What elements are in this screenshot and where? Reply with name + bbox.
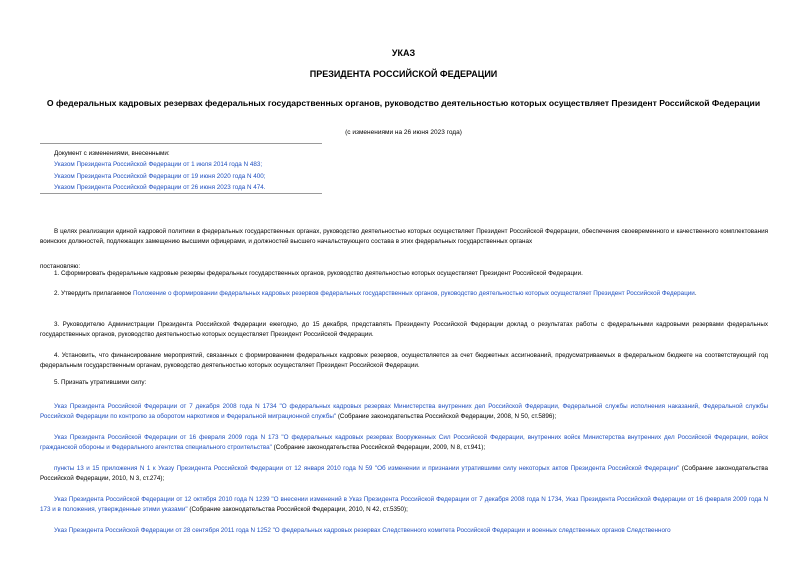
repealed-act-link[interactable]: Указ Президента Российской Федерации от 7 декабря 2008 года N 1734 "О федеральных кадровых резервах Министерства внутренних дел Российской Федерации, Федеральной службы исполнения наказаний, Федеральной службы Российской Федерации по контролю за оборотом наркотиков и Федеральной миграционной службы"	[40, 403, 768, 421]
decree-word: постановляю:	[40, 263, 81, 270]
paragraph-1: 1. Сформировать федеральные кадровые резервы федеральных государственных органов, руководство деятельностью которых осуществляет Президент Российской Федерации.	[54, 270, 583, 277]
repealed-item-source: (Собрание законодательства Российской Федерации, 2010, N 42, ст.5350);	[187, 506, 408, 514]
repealed-item-source: (Собрание законодательства Российской Федерации, 2008, N 50, ст.5896);	[336, 413, 557, 421]
regulation-link[interactable]: Положение о формировании федеральных кадровых резервов федеральных государственных органов, руководство деятельностью которых осуществляет Президент Российской Федерации	[132, 290, 695, 297]
changes-note: (с изменениями на 26 июня 2023 года)	[345, 129, 462, 136]
repealed-item-source: (Собрание законодательства Российской Федерации, 2010, N 3, ст.274);	[40, 465, 768, 483]
amendments-top-rule	[40, 143, 322, 144]
document-issuer: ПРЕЗИДЕНТА РОССИЙСКОЙ ФЕДЕРАЦИИ	[309, 69, 498, 79]
paragraph-2	[40, 289, 768, 299]
document-type: УКАЗ	[391, 48, 416, 58]
amendment-link[interactable]: Указом Президента Российской Федерации от 1 июля 2014 года N 483;	[54, 161, 263, 169]
repealed-item-source: (Собрание законодательства Российской Федерации, 2009, N 8, ст.941);	[271, 444, 486, 452]
paragraph-2-suffix: .	[694, 290, 697, 297]
repealed-act-link[interactable]: пункты 13 и 15 приложения N 1 к Указу Президента Российской Федерации от 12 января 2010 года N 59 "Об изменении и признании утратившими силу некоторых актов Президента Российской Федерации"	[54, 465, 680, 472]
repealed-item-2	[40, 433, 768, 454]
amendments-label: Документ с изменениями, внесенными:	[54, 150, 170, 157]
repealed-act-link[interactable]: Указ Президента Российской Федерации от 16 февраля 2009 года N 173 "О федеральных кадровых резервах Вооруженных Сил Российской Федерации, внутренних войск Министерства внутренних дел Российской Федерации, войск гражданской обороны и Федерального агентства специального строительства"	[40, 434, 768, 452]
repealed-item-5	[40, 526, 768, 536]
repealed-item-4	[40, 495, 768, 516]
repealed-act-link[interactable]: Указ Президента Российской Федерации от 28 сентября 2011 года N 1252 "О федеральных кадровых резервах Следственного комитета Российской Федерации и военных следственных органов Следственного	[54, 527, 671, 534]
amendment-link[interactable]: Указом Президента Российской Федерации от 19 июня 2020 года N 400;	[54, 172, 266, 180]
paragraph-3: 3. Руководителю Администрации Президента Российской Федерации ежегодно, до 15 декабря, представлять Президенту Российской Федерации доклад о результатах работы с федеральными кадровыми резервами федеральных государственных органов, руководство деятельностью которых осуществляет Президент Российской Федерации.	[40, 321, 768, 339]
preamble-paragraph: В целях реализации единой кадровой политики в федеральных государственных органах, руководство деятельностью которых осуществляет Президент Российской Федерации, обеспечения своевременного и качественного комплектования воинских должностей, подлежащих замещению высшими офицерами, и должностей высшего начальствующего состава в этих федеральных государственных органах	[40, 228, 768, 246]
amendment-link[interactable]: Указом Президента Российской Федерации от 26 июня 2023 года N 474.	[54, 183, 266, 191]
repealed-item-3	[40, 464, 768, 485]
amendments-bottom-rule	[40, 193, 322, 194]
paragraph-2-prefix: 2. Утвердить прилагаемое	[54, 290, 133, 297]
repealed-act-link[interactable]: Указ Президента Российской Федерации от 12 октября 2010 года N 1239 "О внесении изменений в Указ Президента Российской Федерации от 7 декабря 2008 года N 1734, Указ Президента Российской Федерации от 16 февраля 2009 года N 173 и в положения, утвержденные этими указами"	[40, 496, 768, 514]
paragraph-4: 4. Установить, что финансирование мероприятий, связанных с формированием федеральных кадровых резервов, осуществляется за счет бюджетных ассигнований, предусматриваемых в федеральном бюджете на соответствующий год федеральным государственным органам, руководство деятельностью которых осуществляет Президент Российской Федерации.	[40, 352, 768, 370]
amendments-block	[54, 148, 266, 193]
repealed-item-1	[40, 402, 768, 423]
document-title: О федеральных кадровых резервах федеральных государственных органов, руководство деятельностью которых осуществляет Президент Российской Федерации	[46, 98, 761, 108]
paragraph-5: 5. Признать утратившими силу:	[54, 379, 147, 386]
